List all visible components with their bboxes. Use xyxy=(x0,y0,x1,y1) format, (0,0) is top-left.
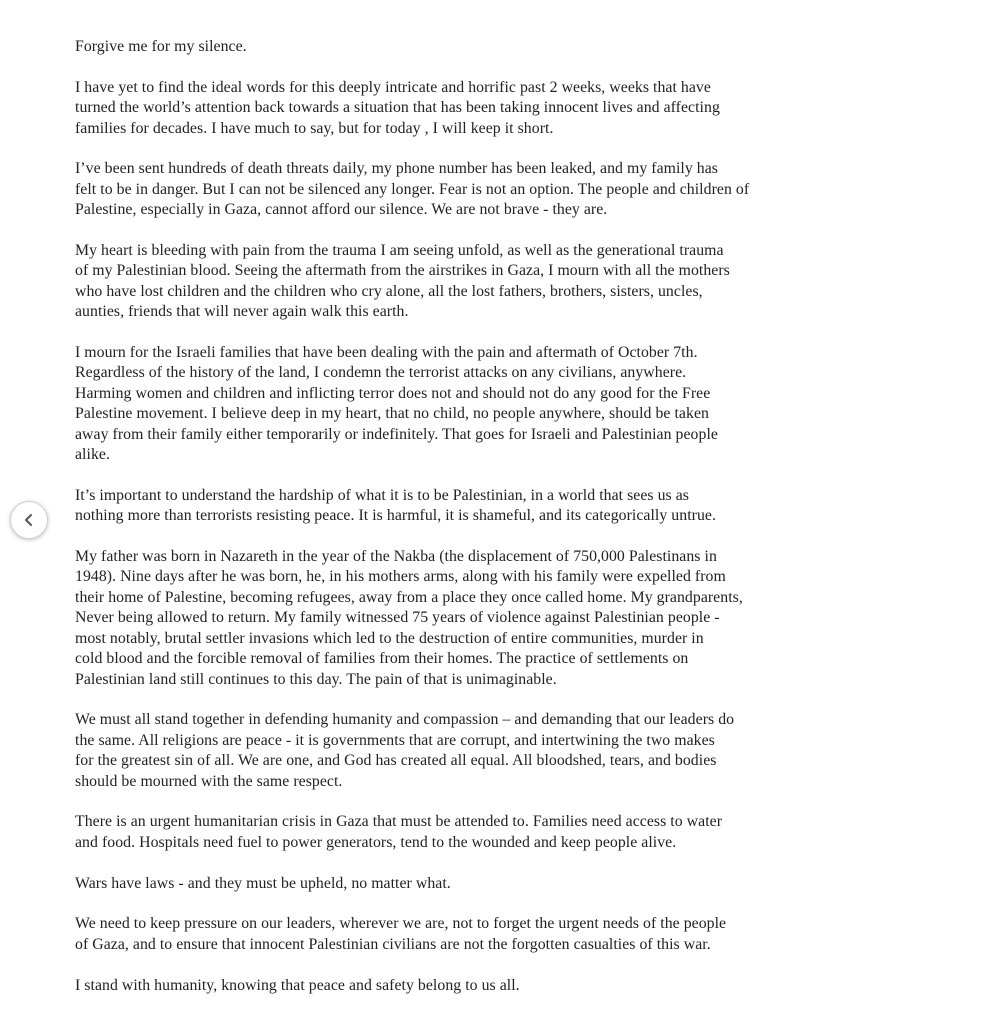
paragraph-8: We must all stand together in defending humanity and compassion – and demanding that our leaders do the same. All religions are peace - it is governments that are corrupt, and intertwining the two makes for the greatest sin of all. We are one, and God has created all equal. All bloodshed, tears, and bodies should be mourned with the same respect. xyxy=(75,711,735,790)
paragraph-10: Wars have laws - and they must be upheld, no matter what. xyxy=(75,874,451,892)
paragraph-12: I stand with humanity, knowing that peace and safety belong to us all. xyxy=(75,976,520,994)
paragraph-9: There is an urgent humanitarian crisis in Gaza that must be attended to. Families need access to water and food. Hospitals need fuel to power generators, tend to the wounded and keep people alive. xyxy=(75,813,723,851)
paragraph-1: Forgive me for my silence. xyxy=(75,38,247,55)
paragraph-11: We need to keep pressure on our leaders, wherever we are, not to forget the urgent needs of the people of Gaza, and to ensure that innocent Palestinian civilians are not the forgotten casualties of this war. xyxy=(75,915,727,953)
paragraph-7: My father was born in Nazareth in the year of the Nakba (the displacement of 750,000 Palestinans in 1948). Nine days after he was born, he, in his mothers arms, along with his family were expelled from their home of Palestine, becoming refugees, away from a place they once called home. My grandparents, Never being allowed to return. My family witnessed 75 years of violence against Palestinian people - most notably, brutal settler invasions which led to the destruction of entire communities, murder in cold blood and the forcible removal of families from their homes. The practice of settlements on Palestinian land still continues to this day. The pain of that is unimaginable. xyxy=(75,548,743,688)
paragraph-5: I mourn for the Israeli families that have been dealing with the pain and aftermath of October 7th. Regardless of the history of the land, I condemn the terrorist attacks on any civilians, anywhere. Harming women and children and inflicting terror does not and should not do any good for the Free Palestine movement. I believe deep in my heart, that no child, no people anywhere, should be taken away from their family either temporarily or indefinitely. That goes for Israeli and Palestinian people alike. xyxy=(75,344,718,464)
statement-text xyxy=(75,37,975,996)
paragraph-2: I have yet to find the ideal words for this deeply intricate and horrific past 2 weeks, weeks that have turned the world’s attention back towards a situation that has been taking innocent lives and affecting families for decades. I have much to say, but for today , I will keep it short. xyxy=(75,78,720,137)
chevron-left-icon xyxy=(22,513,36,527)
paragraph-4: My heart is bleeding with pain from the trauma I am seeing unfold, as well as the generational trauma of my Palestinian blood. Seeing the aftermath from the airstrikes in Gaza, I mourn with all the mothers who have lost children and the children who cry alone, all the lost fathers, brothers, sisters, uncles, aunties, friends that will never again walk this earth. xyxy=(75,242,730,321)
carousel-prev-button[interactable] xyxy=(10,501,48,539)
paragraph-6: It’s important to understand the hardship of what it is to be Palestinian, in a world that sees us as nothing more than terrorists resisting peace. It is harmful, it is shameful, and its categorically untrue. xyxy=(75,486,716,525)
paragraph-3: I’ve been sent hundreds of death threats daily, my phone number has been leaked, and my family has felt to be in danger. But I can not be silenced any longer. Fear is not an option. The people and children of Palestine, especially in Gaza, cannot afford our silence. We are not brave - they are. xyxy=(75,160,750,219)
